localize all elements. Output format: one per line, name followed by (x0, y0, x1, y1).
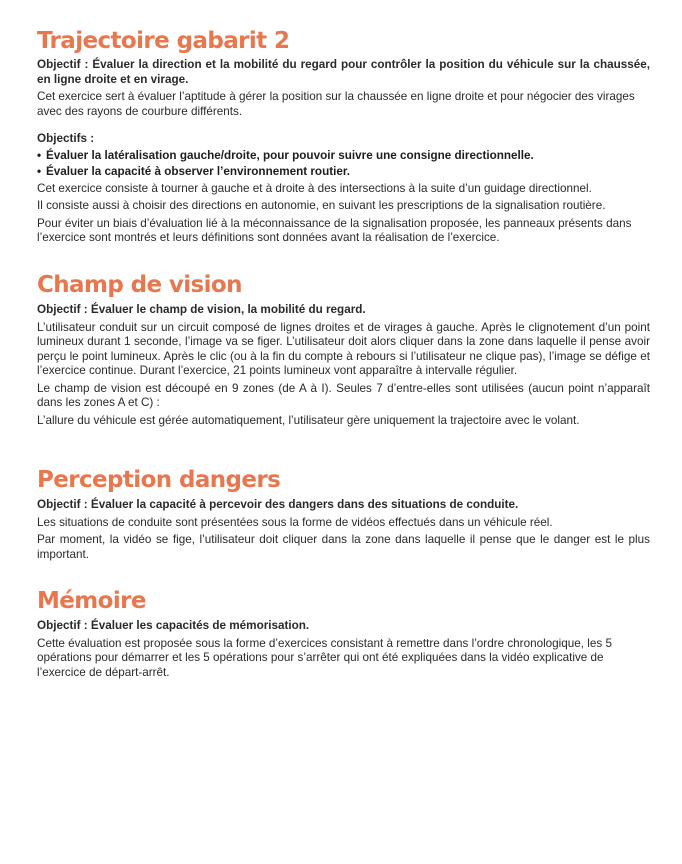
section-trajectoire (37, 27, 650, 246)
objectives-list (37, 148, 650, 181)
section-title: Trajectoire gabarit 2 (37, 28, 290, 54)
paragraph: Cette évaluation est proposée sous la forme d’exercices consistant à remettre dans l’ordre chronologique, les 5 opérations pour démarrer et les 5 opérations pour s’arrêter qui ont été expliquées dans la vidéo explicative de l’exercice de départ-arrêt. (37, 636, 612, 679)
paragraph: Pour éviter un biais d’évaluation lié à la méconnaissance de la signalisation proposée, les panneaux présents dans l’exercice sont montrés et leurs définitions sont données avant la réalisation de l’exercice. (37, 216, 632, 244)
objectives-heading: Objectifs : (37, 132, 95, 145)
section-title: Mémoire (37, 588, 146, 614)
paragraph: Les situations de conduite sont présentées sous la forme de vidéos effectués dans un véhicule réel. (37, 515, 553, 529)
paragraph: Par moment, la vidéo se fige, l’utilisateur doit cliquer dans la zone dans laquelle il pense que le danger est le plus important. (37, 533, 650, 561)
section-objective: Objectif : Évaluer la direction et la mobilité du regard pour contrôler la position du véhicule sur la chaussée, en ligne droite et en virage. (37, 58, 650, 86)
paragraph: Cet exercice consiste à tourner à gauche et à droite à des intersections à la suite d’un guidage directionnel. (37, 181, 592, 195)
paragraph: Il consiste aussi à choisir des directions en autonomie, en suivant les prescriptions de la signalisation routière. (37, 199, 606, 212)
section-intro: Cet exercice sert à évaluer l’aptitude à gérer la position sur la chaussée en ligne droite et pour négocier des virages avec des rayons de courbure différents. (37, 90, 635, 118)
objective-bullet: • Évaluer la latéralisation gauche/droite, pour pouvoir suivre une consigne directionnelle. (37, 148, 650, 165)
section-objective: Objectif : Évaluer la capacité à percevoir des dangers dans des situations de conduite. (37, 498, 519, 511)
section-memoire (37, 587, 650, 680)
section-objective: Objectif : Évaluer le champ de vision, la mobilité du regard. (37, 303, 366, 316)
paragraph: Le champ de vision est découpé en 9 zones (de A à I). Seules 7 d’entre-elles sont utilisées (aucun point n’apparaît dans les zones A et C) : (37, 381, 650, 409)
section-perception-dangers (37, 466, 650, 562)
objective-bullet: • Évaluer la capacité à observer l’environnement routier. (37, 164, 650, 181)
paragraph: L’allure du véhicule est gérée automatiquement, l’utilisateur gère uniquement la trajectoire avec le volant. (37, 413, 580, 427)
section-title: Champ de vision (37, 272, 242, 298)
section-title: Perception dangers (37, 467, 281, 493)
section-objective: Objectif : Évaluer les capacités de mémorisation. (37, 619, 310, 632)
paragraph: L’utilisateur conduit sur un circuit composé de lignes droites et de virages à gauche. Après le clignotement d’un point lumineux durant 1 seconde, l’image va se figer. L’utilisateur doit alors cliquer dans la zone dans laquelle il pense avoir perçu le point lumineux. Après le clic (ou à la fin du compte à rebours si l’utilisateur ne clique pas), l’image se défige et l’exercice continue. Durant l’exercice, 21 points lumineux vont apparaître à intervalle régulier. (37, 320, 650, 377)
section-champ-de-vision (37, 271, 650, 428)
